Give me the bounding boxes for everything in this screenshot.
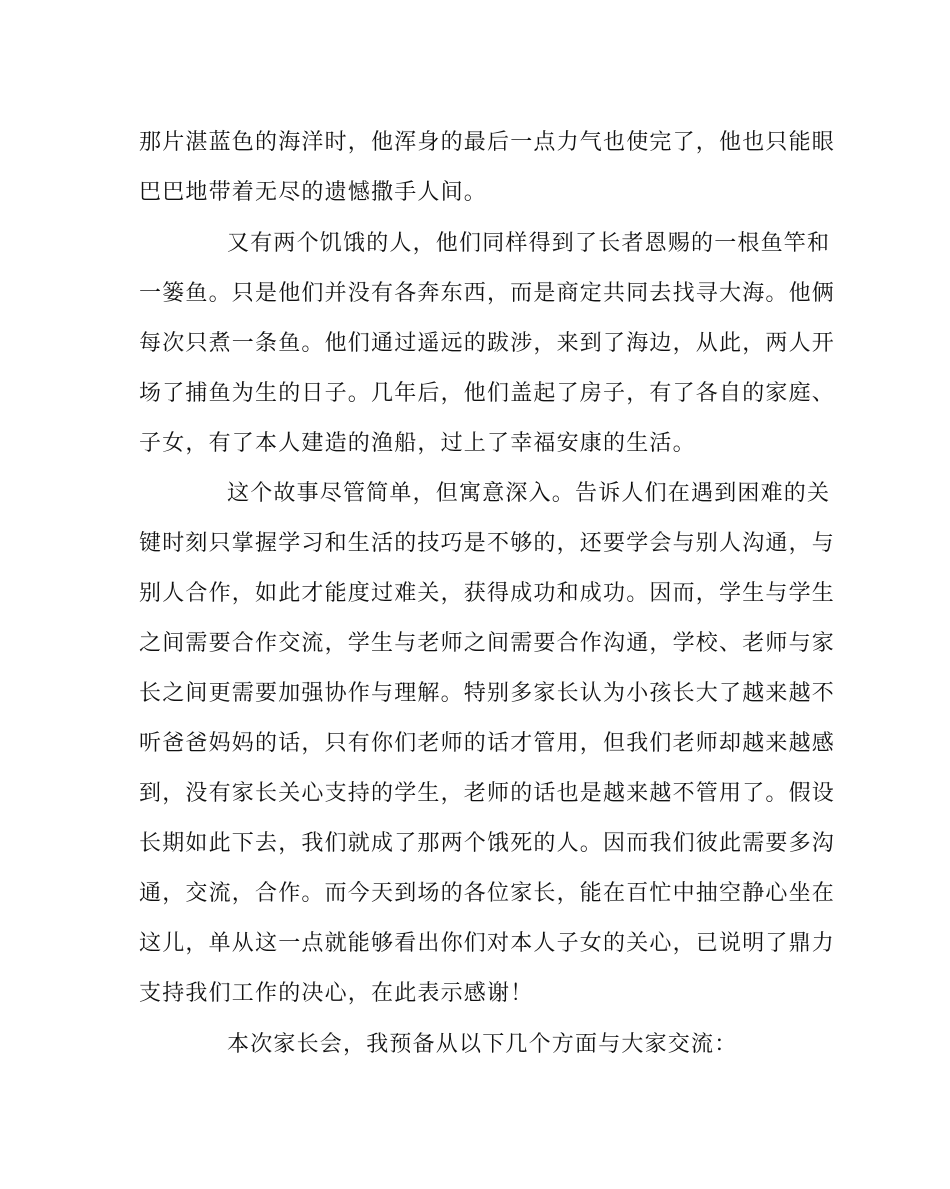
text-line: 之间需要合作交流，学生与老师之间需要合作沟通，学校、老师与家 — [139, 631, 836, 656]
text-line: 每次只煮一条鱼。他们通过遥远的跋涉，来到了海边，从此，两人开 — [139, 331, 836, 356]
text-line: 子女，有了本人建造的渔船，过上了幸福安康的生活。 — [139, 431, 696, 456]
text-line: 听爸爸妈妈的话，只有你们老师的话才管用，但我们老师却越来越感 — [139, 731, 836, 756]
text-line: 一篓鱼。只是他们并没有各奔东西，而是商定共同去找寻大海。他俩 — [139, 281, 836, 306]
text-line: 那片湛蓝色的海洋时，他浑身的最后一点力气也使完了，他也只能眼 — [139, 130, 836, 155]
text-line: 巴巴地带着无尽的遗憾撒手人间。 — [139, 180, 488, 205]
text-line: 到，没有家长关心支持的学生，老师的话也是越来越不管用了。假设 — [139, 781, 836, 806]
text-line: 长期如此下去，我们就成了那两个饿死的人。因而我们彼此需要多沟 — [139, 831, 836, 856]
text-line: 支持我们工作的决心，在此表示感谢！ — [139, 981, 534, 1006]
paragraph-first-line: 这个故事尽管简单，但寓意深入。告诉人们在遇到困难的关 — [227, 481, 831, 506]
text-line: 通，交流，合作。而今天到场的各位家长，能在百忙中抽空静心坐在 — [139, 881, 836, 906]
text-line: 别人合作，如此才能度过难关，获得成功和成功。因而，学生与学生 — [139, 581, 836, 606]
text-line: 长之间更需要加强协作与理解。特别多家长认为小孩长大了越来越不 — [139, 681, 836, 706]
text-line: 场了捕鱼为生的日子。几年后，他们盖起了房子，有了各自的家庭、 — [139, 381, 836, 406]
paragraph-first-line: 又有两个饥饿的人，他们同样得到了长者恩赐的一根鱼竿和 — [227, 231, 831, 256]
paragraph-first-line: 本次家长会，我预备从以下几个方面与大家交流： — [227, 1032, 738, 1057]
text-line: 键时刻只掌握学习和生活的技巧是不够的，还要学会与别人沟通，与 — [139, 531, 836, 556]
text-line: 这儿，单从这一点就能够看出你们对本人子女的关心，已说明了鼎力 — [139, 931, 836, 956]
